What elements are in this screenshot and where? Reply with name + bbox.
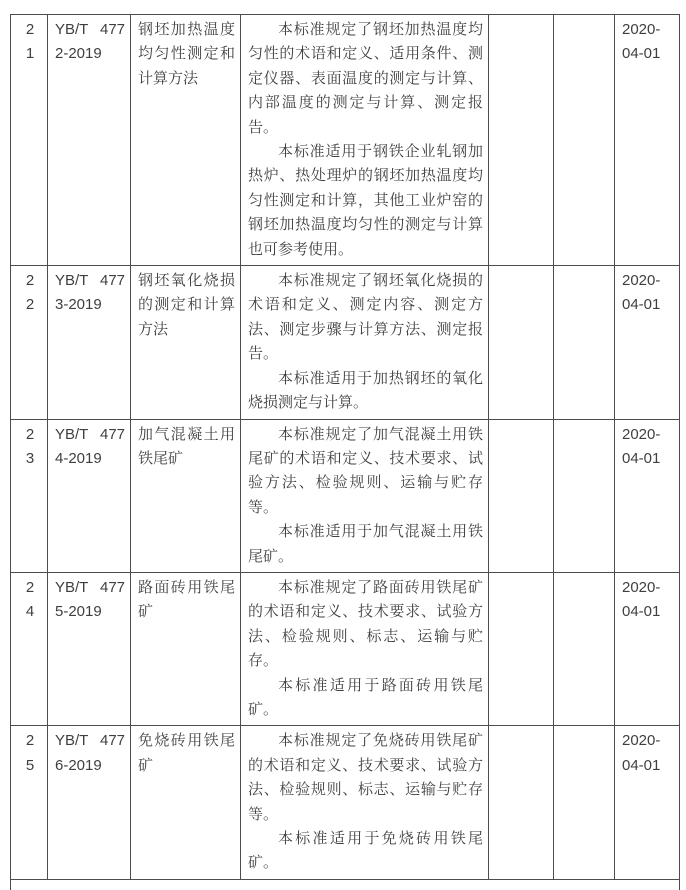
cell-standard-code [48,15,131,266]
date-line: 04-01 [622,449,661,467]
cell-standard-code [48,572,131,725]
cell-standard-code [48,419,131,572]
cell-empty-1 [489,726,554,879]
cell-standard-description [241,15,489,266]
table-row [11,572,680,725]
cell-empty-2 [554,726,615,879]
standard-code-line: 3-2019 [55,296,102,314]
date-line: 2020- [622,732,661,750]
standard-code-line: 4-2019 [55,449,102,467]
table-row [11,419,680,572]
cell-empty-1 [489,266,554,419]
cell-standard-name [131,726,241,879]
cell-standard-description [241,726,489,879]
table-row-partial [11,879,680,890]
description-paragraph-applicability: 本标准适用于免烧砖用铁尾矿。 [248,830,483,872]
standard-name: 免烧砖用铁尾矿 [138,732,235,774]
cell-sequence-number [11,266,48,419]
cell-sequence-number [11,726,48,879]
sequence-number-line: 2 [25,578,35,596]
standard-name: 钢坯氧化烧损的测定和计算方法 [138,272,235,338]
date-line: 04-01 [622,756,661,774]
description-paragraph-scope: 本标准规定了钢坯氧化烧损的术语和定义、测定内容、测定方法、测定步骤与计算方法、测定报告。 [248,272,483,363]
date-line: 2020- [622,425,661,443]
cell-empty-1 [489,15,554,266]
cell-empty-2 [554,266,615,419]
standard-code-line: 5-2019 [55,603,102,621]
cell-standard-description [241,419,489,572]
cell-standard-name [131,572,241,725]
standard-code-line: YB/T 477 [55,21,125,38]
cell-partial-row [11,879,680,890]
document-page [10,14,680,890]
date-line: 04-01 [622,603,661,621]
standard-name: 加气混凝土用铁尾矿 [138,425,235,467]
cell-standard-name [131,266,241,419]
standard-code-line: 6-2019 [55,756,102,774]
description-paragraph-scope: 本标准规定了加气混凝土用铁尾矿的术语和定义、技术要求、试验方法、检验规则、运输与贮存等。 [248,425,483,516]
date-line: 2020- [622,272,661,290]
cell-implementation-date [615,726,680,879]
cell-empty-2 [554,15,615,266]
sequence-number-line: 5 [25,756,35,774]
sequence-number-line: 2 [25,425,35,443]
cell-empty-2 [554,572,615,725]
standards-table [10,14,680,890]
table-row [11,726,680,879]
table-row [11,266,680,419]
standard-code-line: YB/T 477 [55,578,125,596]
cell-implementation-date [615,572,680,725]
date-line: 2020- [622,578,661,596]
sequence-number-line: 1 [25,45,35,63]
cell-standard-code [48,266,131,419]
standard-name: 钢坯加热温度均匀性测定和计算方法 [138,21,235,87]
cell-standard-description [241,266,489,419]
description-paragraph-scope: 本标准规定了免烧砖用铁尾矿的术语和定义、技术要求、试验方法、检验规则、标志、运输与贮存等。 [248,732,483,823]
description-paragraph-applicability: 本标准适用于加热钢坯的氧化烧损测定与计算。 [248,369,483,412]
cell-sequence-number [11,419,48,572]
sequence-number-line: 2 [25,732,35,750]
description-paragraph-applicability: 本标准适用于钢铁企业轧钢加热炉、热处理炉的钢坯加热温度均匀性测定和计算，其他工业炉窑的钢坯加热温度均匀性的测定与计算也可参考使用。 [248,143,483,258]
cell-empty-2 [554,419,615,572]
sequence-number-line: 3 [25,449,35,467]
sequence-number-line: 2 [25,296,35,314]
cell-standard-code [48,726,131,879]
table-row [11,15,680,266]
sequence-number-line: 2 [25,21,35,38]
cell-implementation-date [615,266,680,419]
standard-code-line: 2-2019 [55,45,102,63]
description-paragraph-applicability: 本标准适用于路面砖用铁尾矿。 [248,676,483,718]
date-line: 04-01 [622,296,661,314]
date-line: 2020- [622,21,661,38]
cell-standard-description [241,572,489,725]
standard-code-line: YB/T 477 [55,425,125,443]
cell-empty-1 [489,572,554,725]
standard-name: 路面砖用铁尾矿 [138,578,235,621]
cell-implementation-date [615,15,680,266]
cell-implementation-date [615,419,680,572]
date-line: 04-01 [622,45,661,63]
standard-code-line: YB/T 477 [55,732,125,750]
description-paragraph-scope: 本标准规定了路面砖用铁尾矿的术语和定义、技术要求、试验方法、检验规则、标志、运输与贮存。 [248,578,483,670]
standard-code-line: YB/T 477 [55,272,125,290]
description-paragraph-applicability: 本标准适用于加气混凝土用铁尾矿。 [248,523,483,565]
sequence-number-line: 2 [25,272,35,290]
sequence-number-line: 4 [25,603,35,621]
cell-standard-name [131,419,241,572]
cell-sequence-number [11,15,48,266]
cell-sequence-number [11,572,48,725]
standards-table-body [11,15,680,890]
description-paragraph-scope: 本标准规定了钢坯加热温度均匀性的术语和定义、适用条件、测定仪器、表面温度的测定与计算、内部温度的测定与计算、测定报告。 [248,21,483,136]
cell-standard-name [131,15,241,266]
cell-empty-1 [489,419,554,572]
